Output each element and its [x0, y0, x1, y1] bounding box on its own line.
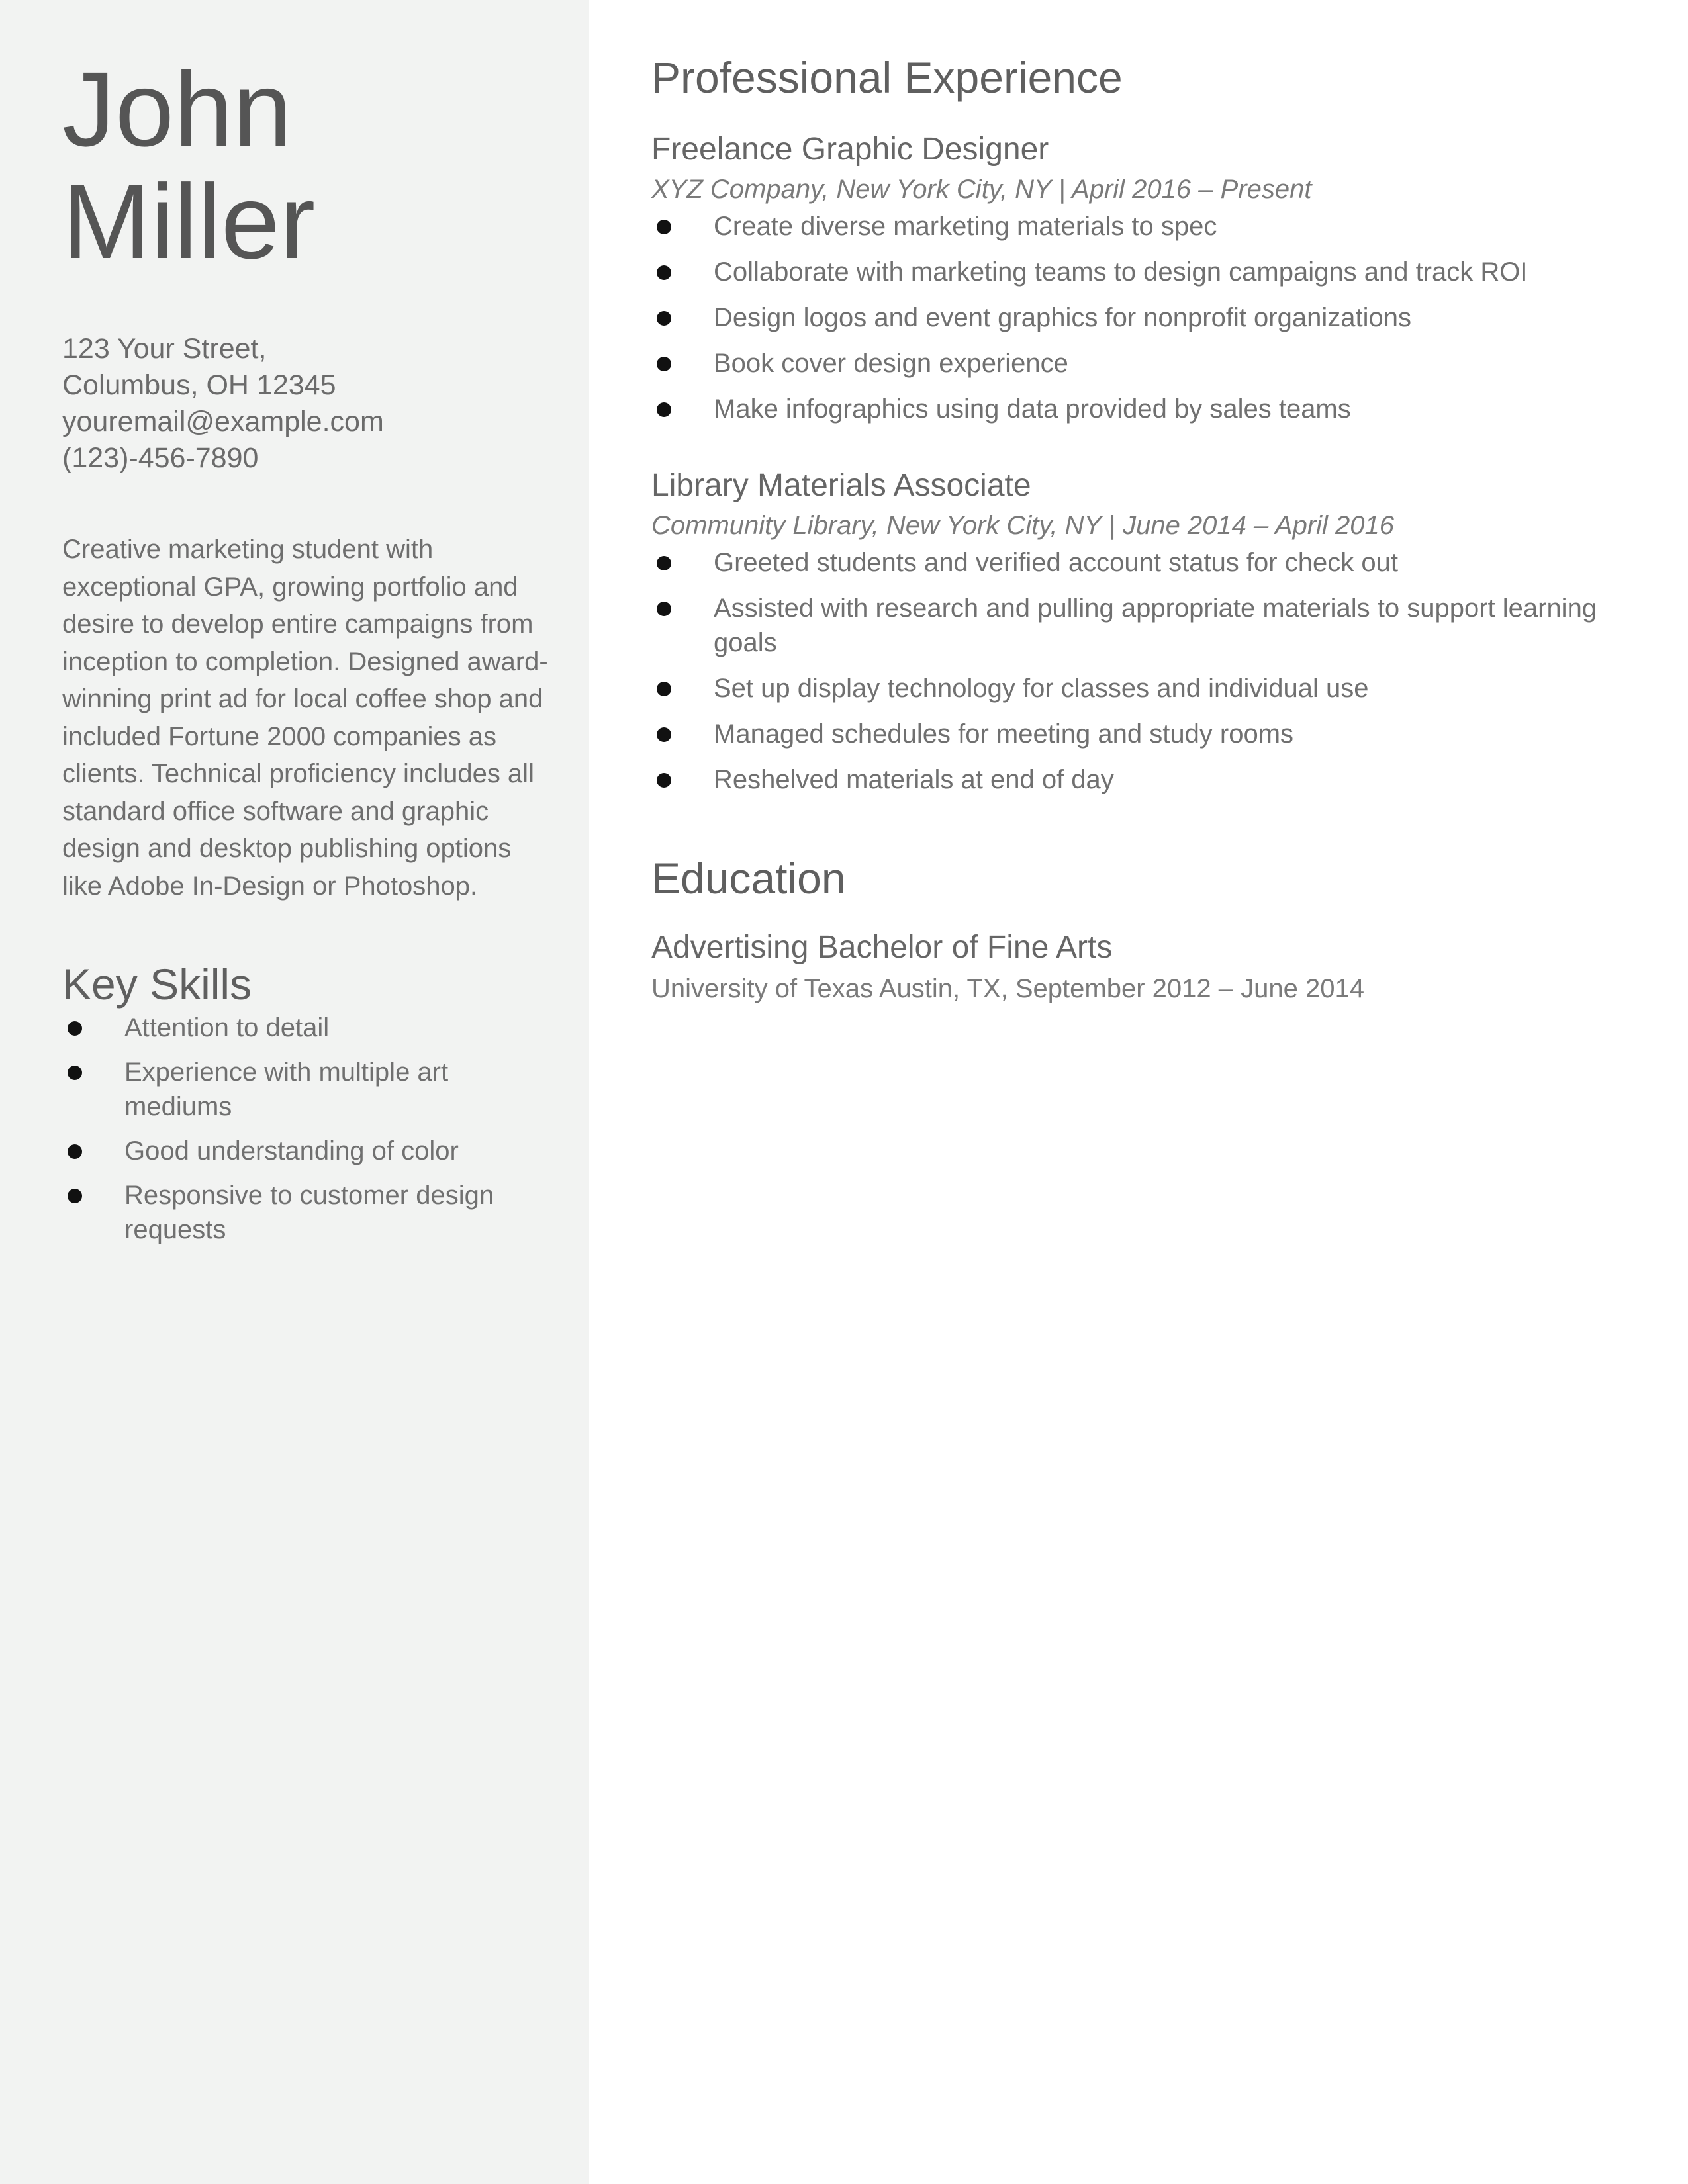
- job-title: Library Materials Associate: [651, 468, 1031, 503]
- skill-item: Responsive to customer design requests: [62, 1178, 549, 1247]
- main-content: [589, 0, 1688, 2184]
- phone-number: (123)-456-7890: [62, 442, 259, 474]
- job-bullet: Make infographics using data provided by sales teams: [651, 392, 1609, 426]
- sidebar: [0, 0, 589, 2184]
- experience-heading: Professional Experience: [651, 53, 1123, 102]
- job-bullet: Greeted students and verified account status for check out: [651, 545, 1609, 580]
- degree-title: Advertising Bachelor of Fine Arts: [651, 930, 1113, 965]
- job-bullets: [651, 545, 1609, 797]
- job-bullet: Create diverse marketing materials to spec: [651, 209, 1609, 244]
- job-bullet: Design logos and event graphics for nonprofit organizations: [651, 300, 1609, 335]
- job-bullets: [651, 209, 1609, 426]
- job-bullet: Assisted with research and pulling appropriate materials to support learning goals: [651, 591, 1609, 660]
- school-info: University of Texas Austin, TX, September 2012 – June 2014: [651, 974, 1364, 1003]
- job-bullet: Set up display technology for classes and individual use: [651, 671, 1609, 705]
- last-name: Miller: [62, 162, 316, 281]
- skill-item: Attention to detail: [62, 1011, 549, 1045]
- job-bullet: Managed schedules for meeting and study rooms: [651, 717, 1609, 751]
- profile-summary: Creative marketing student with exceptional GPA, growing portfolio and desire to develop entire campaigns from inception to completion. Designed award-winning print ad for local coffee shop and included Fortune 2000 companies as clients. Technical proficiency includes all standard office software and graphic design and desktop publishing options like Adobe In-Design or Photoshop.: [62, 535, 548, 901]
- first-name: John: [62, 50, 292, 168]
- contact-block: [62, 331, 549, 477]
- key-skills-list: [62, 1011, 549, 1247]
- candidate-name: [62, 50, 549, 281]
- job-entry: [651, 130, 1609, 426]
- job-entry: [651, 466, 1609, 797]
- street-address: 123 Your Street,: [62, 333, 267, 365]
- job-bullet: Collaborate with marketing teams to design campaigns and track ROI: [651, 255, 1609, 289]
- job-title: Freelance Graphic Designer: [651, 132, 1049, 167]
- job-meta: Community Library, New York City, NY | June 2014 – April 2016: [651, 511, 1395, 540]
- city-state-zip: Columbus, OH 12345: [62, 369, 336, 401]
- job-meta: XYZ Company, New York City, NY | April 2016 – Present: [651, 175, 1312, 204]
- job-bullet: Book cover design experience: [651, 346, 1609, 381]
- job-bullet: Reshelved materials at end of day: [651, 762, 1609, 797]
- skill-item: Good understanding of color: [62, 1134, 549, 1168]
- skill-item: Experience with multiple art mediums: [62, 1055, 549, 1124]
- education-heading: Education: [651, 854, 846, 903]
- email-address: youremail@example.com: [62, 406, 384, 437]
- key-skills-heading: Key Skills: [62, 960, 252, 1009]
